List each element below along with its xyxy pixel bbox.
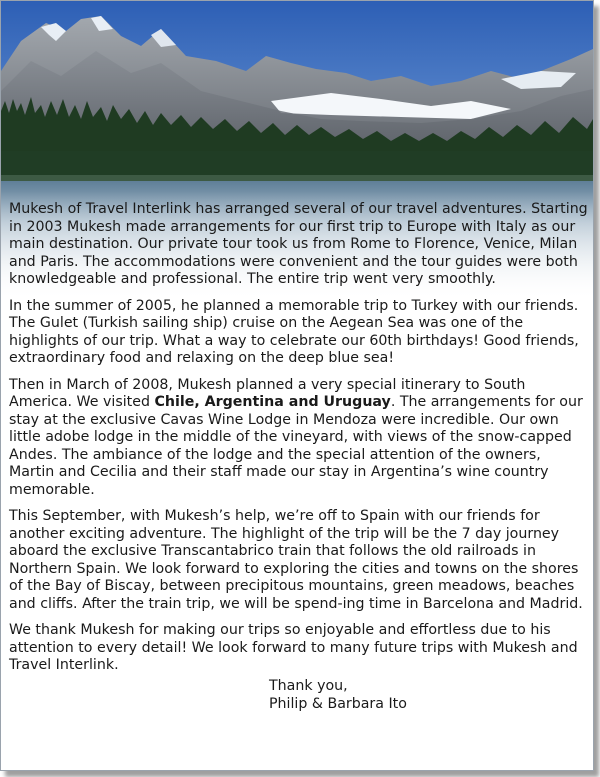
paragraph-spain: This September, with Mukesh’s help, we’re off to Spain with our friends for another exciting adventure. The highlight of the trip will be the 7 day journey aboard the exclusive Transcantabrico train that follows the old railroads in Northern Spain. We look forward to exploring the cities and towns on the shores of the Bay of Biscay, between precipitous mountains, green meadows, beaches and cliffs. After the train trip, we will be spend-ing time in Barcelona and Madrid. xyxy=(9,508,583,612)
closing-block xyxy=(269,677,589,713)
signature: Philip & Barbara Ito xyxy=(269,695,407,712)
paragraph-south-america xyxy=(9,377,589,500)
paragraph-south-america-start: Then in March of 2008, Mukesh planned a very special itinerary to South America. We visited xyxy=(9,376,526,410)
letter-body xyxy=(9,201,589,713)
paragraph-south-america-end: . The arrangements for our stay at the exclusive Cavas Wine Lodge in Mendoza were incredible. Our own little adobe lodge in the middle of the vineyard, with views of the snow-capped Andes. The ambiance of the lodge and the special attention of the owners, Martin and Cecilia and their staff made our stay in Argentina’s wine country memorable. xyxy=(9,394,583,498)
paragraph-thanks: We thank Mukesh for making our trips so enjoyable and effortless due to his attention to every detail! We look forward to many future trips with Mukesh and Travel Interlink. xyxy=(9,622,578,673)
paragraph-italy: Mukesh of Travel Interlink has arranged several of our travel adventures. Starting in 2003 Mukesh made arrangements for our first trip to Europe with Italy as our main destination. Our private tour took us from Rome to Florence, Venice, Milan and Paris. The accommodations were convenient and the tour guides were both knowledgeable and professional. The entire trip went very smoothly. xyxy=(9,201,588,287)
paragraph-turkey: In the summer of 2005, he planned a memorable trip to Turkey with our friends. The Gulet (Turkish sailing ship) cruise on the Aegean Sea was one of the highlights of our trip. What a way to celebrate our 60th birthdays! Good friends, extraordinary food and relaxing on the deep blue sea! xyxy=(9,297,579,366)
countries-highlight: Chile, Argentina and Uruguay xyxy=(154,394,391,410)
closing-line: Thank you, xyxy=(269,677,348,694)
